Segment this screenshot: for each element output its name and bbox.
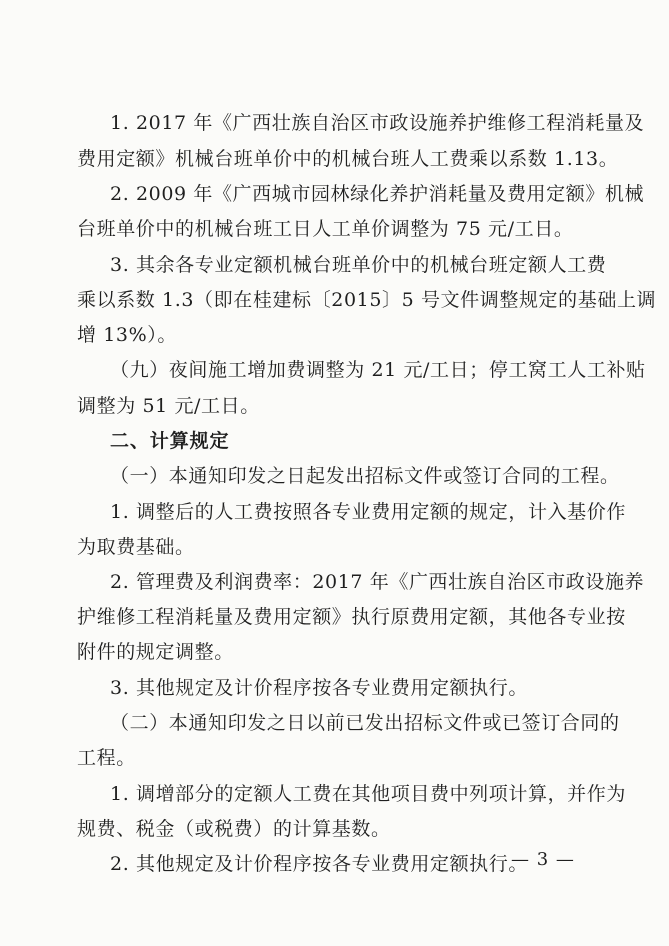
p5-line1: （一）本通知印发之日起发出招标文件或签订合同的工程。	[110, 465, 620, 487]
p1-line2: 费用定额》机械台班单价中的机械台班人工费乘以系数 1.13。	[77, 148, 619, 170]
p6-line1: 1. 调整后的人工费按照各专业费用定额的规定，计入基价作	[110, 501, 626, 523]
p11-line1: 2. 其他规定及计价程序按各专业费用定额执行。	[110, 853, 528, 875]
p7-line1: 2. 管理费及利润费率：2017 年《广西壮族自治区市政设施养	[110, 571, 645, 593]
p3-line1: 3. 其余各专业定额机械台班单价中的机械台班定额人工费	[110, 254, 607, 276]
p6-line2: 为取费基础。	[77, 536, 195, 558]
p9-line2: 工程。	[77, 747, 136, 769]
p1-line1: 1. 2017 年《广西壮族自治区市政设施养护维修工程消耗量及	[110, 112, 645, 134]
p7-line2: 护维修工程消耗量及费用定额》执行原费用定额，其他各专业按	[77, 606, 626, 628]
p9-line1: （二）本通知印发之日以前已发出招标文件或已签订合同的	[110, 712, 620, 734]
p3-line2: 乘以系数 1.3（即在桂建标〔2015〕5 号文件调整规定的基础上调	[77, 289, 657, 311]
p10-line2: 规费、税金（或税费）的计算基数。	[77, 818, 391, 840]
p7-line3: 附件的规定调整。	[77, 641, 234, 663]
p3-line3: 增 13%）。	[77, 324, 177, 346]
p2-line1: 2. 2009 年《广西城市园林绿化养护消耗量及费用定额》机械	[110, 183, 645, 205]
p4-line2: 调整为 51 元/工日。	[77, 395, 260, 417]
p2-line2: 台班单价中的机械台班工日人工单价调整为 75 元/工日。	[77, 218, 574, 240]
p10-line1: 1. 调增部分的定额人工费在其他项目费中列项计算，并作为	[110, 783, 626, 805]
p8-line1: 3. 其他规定及计价程序按各专业费用定额执行。	[110, 677, 528, 699]
p4-line1: （九）夜间施工增加费调整为 21 元/工日；停工窝工人工补贴	[110, 359, 646, 381]
page-number: — 3 —	[511, 849, 575, 870]
section-heading-calculation-rules: 二、计算规定	[110, 430, 230, 452]
